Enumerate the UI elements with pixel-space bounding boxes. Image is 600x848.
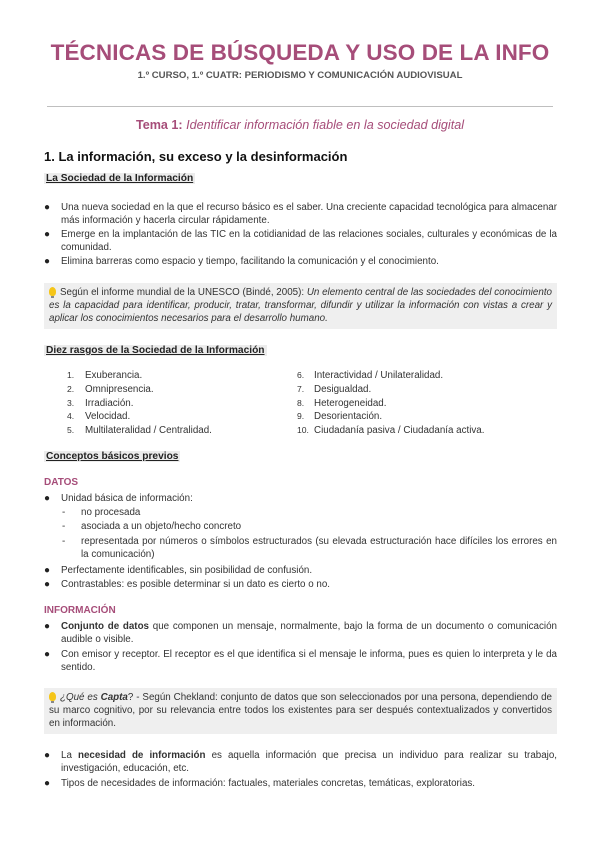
topic-text: Identificar información fiable en la sociedad digital — [186, 118, 465, 132]
bullet-icon: ● — [44, 202, 51, 213]
list-item: 7. Desigualdad. — [297, 384, 372, 395]
sub-list-item: - representada por números o símbolos estructurados (su elevada estructuración hace difíciles los errores en la comunicación) — [62, 536, 557, 560]
list-item: 3. Irradiación. — [67, 398, 134, 409]
list-item: ● Tipos de necesidades de información: factuales, materiales concretas, temáticas, exploratorias. — [44, 778, 476, 789]
document-title: TÉCNICAS DE BÚSQUEDA Y USO DE LA INFO — [50, 40, 550, 65]
bullet-icon: ● — [44, 565, 51, 576]
list-item: 5. Multilateralidad / Centralidad. — [67, 425, 212, 436]
list-item: ● Elimina barreras como espacio y tiempo, facilitando la comunicación y el conocimiento. — [44, 256, 439, 267]
lightbulb-icon — [49, 692, 56, 701]
bullet-icon: ● — [44, 229, 51, 240]
list-item: 6. Interactividad / Unilateralidad. — [297, 370, 444, 381]
sub-list-item: - asociada a un objeto/hecho concreto — [62, 521, 242, 532]
subsection-heading-sociedad: La Sociedad de la Información — [46, 173, 194, 184]
list-item: 1. Exuberancia. — [67, 370, 143, 381]
list-item: ● Contrastables: es posible determinar si un dato es cierto o no. — [44, 579, 331, 590]
list-item: ● La necesidad de información es aquella información que precisa un individuo para realizar su trabajo, investigación, educación, etc. — [44, 750, 558, 774]
topic-title — [0, 118, 600, 132]
header-divider — [47, 106, 553, 107]
subsection-heading-rasgos: Diez rasgos de la Sociedad de la Información — [46, 345, 265, 356]
lightbulb-icon — [49, 287, 56, 296]
bullet-icon: ● — [44, 256, 51, 267]
bullet-icon: ● — [44, 750, 51, 761]
list-item: 10. Ciudadanía pasiva / Ciudadanía activa. — [297, 425, 485, 436]
datos-heading: DATOS — [44, 477, 79, 488]
capta-callout: ¿Qué es Capta? - Según Chekland: conjunto de datos que son seleccionados por una persona, dependiendo de su marco cognitivo, por su relevancia entre todos los existentes para ser después contextualizados y convertidos en información. — [44, 688, 557, 734]
list-item: 4. Velocidad. — [67, 411, 131, 422]
list-item: ● Perfectamente identificables, sin posibilidad de confusión. — [44, 565, 313, 576]
list-item: 8. Heterogeneidad. — [297, 398, 387, 409]
list-item: ● Una nueva sociedad en la que el recurso básico es el saber. Una creciente capacidad tecnológica para almacenar más información y hacerla circular rápidamente. — [44, 202, 557, 226]
list-item: ● Emerge en la implantación de las TIC en la cotidianidad de las relaciones sociales, culturales y económicas de la comunidad. — [44, 229, 557, 253]
list-item: 2. Omnipresencia. — [67, 384, 154, 395]
unesco-callout: Según el informe mundial de la UNESCO (Bindé, 2005): Un elemento central de las sociedades del conocimiento es la capacidad para identificar, producir, tratar, transformar, difundir y utilizar la información con vistas a crear y aplicar los conocimientos necesarios para el desarrollo humano. — [44, 283, 557, 329]
section-heading: 1. La información, su exceso y la desinformación — [44, 149, 348, 164]
informacion-heading: INFORMACIÓN — [44, 605, 116, 616]
bullet-icon: ● — [44, 621, 51, 632]
subsection-heading-conceptos: Conceptos básicos previos — [46, 451, 179, 462]
bullet-icon: ● — [44, 778, 51, 789]
list-item: ● Unidad básica de información: — [44, 493, 193, 504]
list-item: ● Conjunto de datos que componen un mensaje, normalmente, bajo la forma de un documento o comunicación audible o visible. — [44, 621, 557, 645]
list-item: 9. Desorientación. — [297, 411, 383, 422]
sub-list-item: - no procesada — [62, 507, 141, 518]
bullet-icon: ● — [44, 649, 51, 660]
topic-label: Tema 1: — [135, 118, 183, 132]
document-subtitle: 1.º CURSO, 1.º CUATR: PERIODISMO Y COMUNICACIÓN AUDIOVISUAL — [137, 70, 463, 81]
list-item: ● Con emisor y receptor. El receptor es el que identifica si el mensaje le informa, pues es quien lo interpreta y le da sentido. — [44, 649, 557, 673]
bullet-icon: ● — [44, 493, 51, 504]
bullet-icon: ● — [44, 579, 51, 590]
